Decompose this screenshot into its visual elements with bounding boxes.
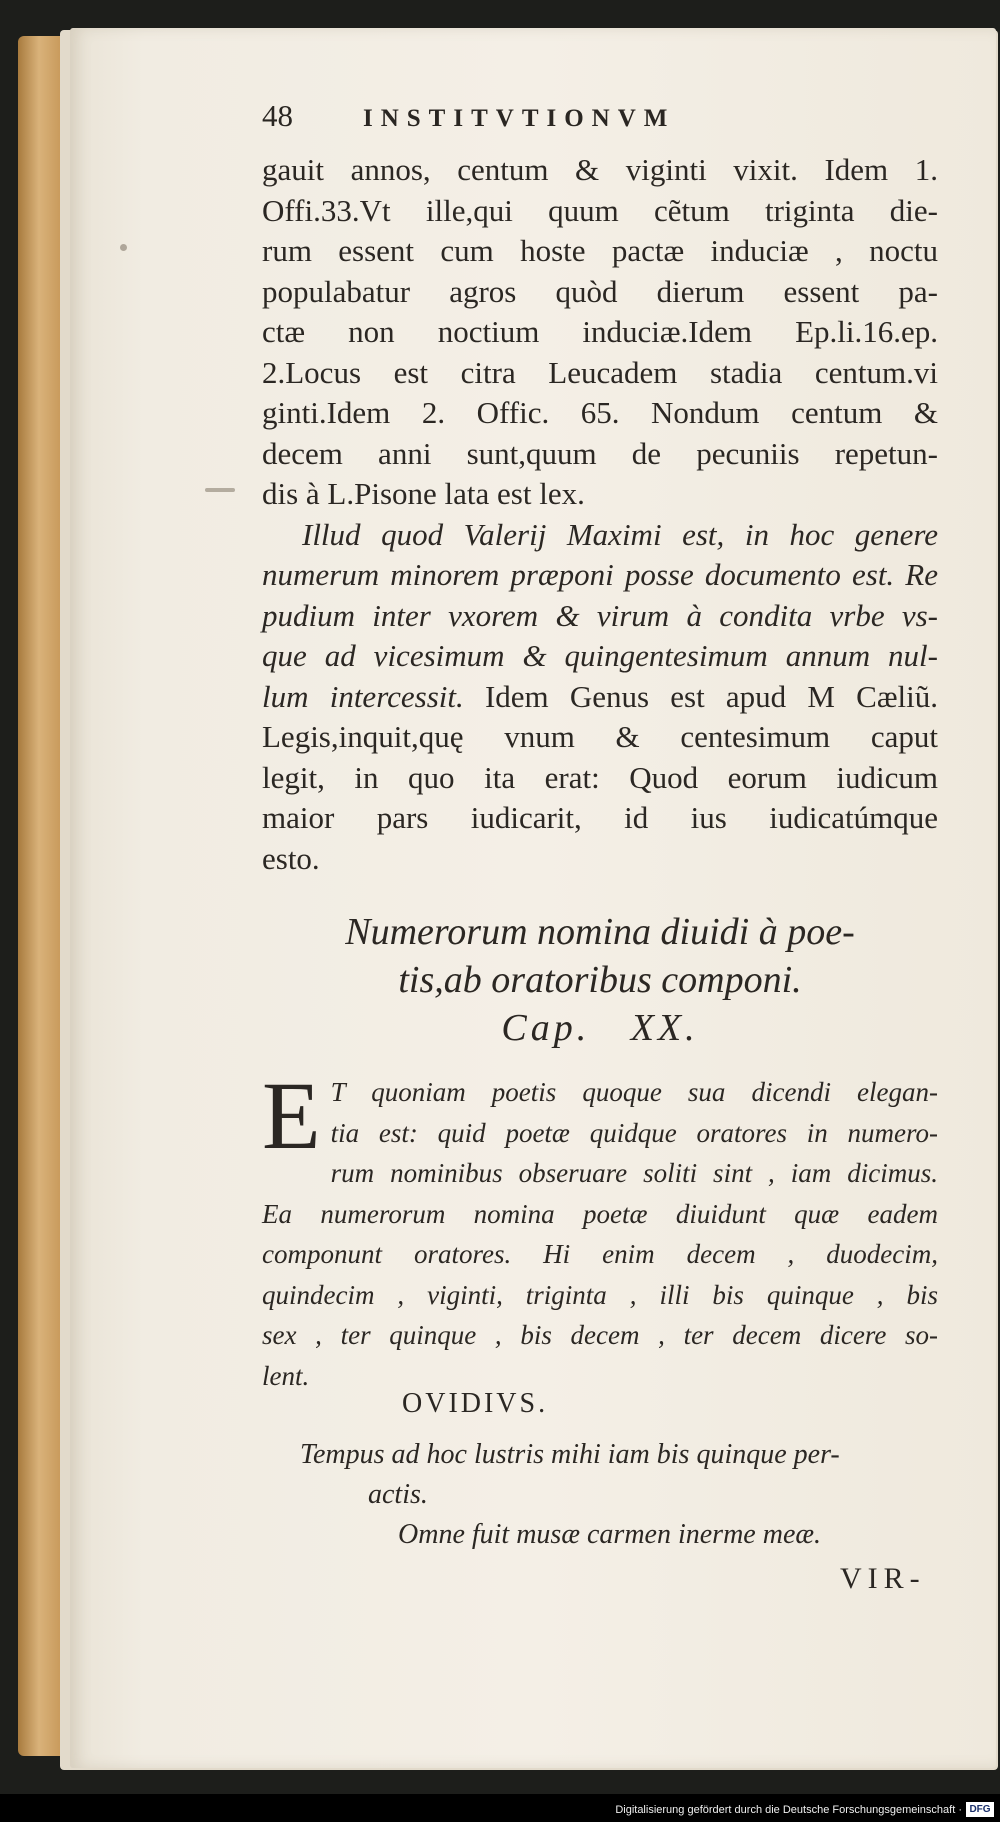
text-line: tia est: quid poetæ quidque oratores in numero-	[330, 1117, 938, 1148]
chapter-title-line: tis,ab oratoribus componi.	[398, 959, 802, 1001]
text-line: T quoniam poetis quoque sua dicendi elegan-	[330, 1077, 938, 1107]
text-line: maior pars iudicarit, id ius iudicatúmque	[262, 800, 938, 835]
running-head: INSTITVTIONVM	[363, 105, 676, 132]
text-line: legit, in quo ita erat: Quod eorum iudicum	[262, 759, 938, 795]
text-line: ctæ non noctium induciæ.Idem Ep.li.16.ep.	[262, 314, 938, 349]
text-line: populabatur agros quòd dierum essent pa-	[262, 273, 938, 309]
text-line: decem anni sunt,quum de pecuniis repetun-	[262, 435, 938, 471]
text-line: 2.Locus est citra Leucadem stadia centum.vi	[262, 354, 938, 390]
margin-mark	[120, 244, 127, 251]
main-text	[262, 150, 938, 879]
verse-line: actis.	[368, 1479, 428, 1510]
verse-line: Tempus ad hoc lustris mihi iam bis quinque per-	[300, 1439, 840, 1470]
text-line: esto.	[262, 840, 320, 876]
text-line: quindecim , viginti, triginta , illi bis quinque , bis	[262, 1279, 938, 1310]
margin-mark	[205, 488, 235, 492]
text-fragment: Idem Genus est apud M Cæliũ.	[463, 678, 938, 714]
verse-quote	[300, 1435, 940, 1555]
chapter-label: Cap.	[501, 1007, 591, 1049]
text-line: Offi.33.Vt ille,qui quum cẽtum triginta die-	[262, 192, 938, 228]
chapter-title-line: Numerorum nomina diuidi à poe-	[345, 911, 855, 953]
text-line: ginti.Idem 2. Offic. 65. Nondum centum &	[262, 395, 938, 430]
funding-credit: Digitalisierung gefördert durch die Deutsche Forschungsgemeinschaft ·	[615, 1804, 962, 1816]
chapter-number	[262, 1004, 938, 1052]
text-line: rum nominibus obseruare soliti sint , iam dicimus.	[330, 1158, 938, 1188]
text-line: Legis,inquit,quę vnum & centesimum caput	[262, 719, 938, 754]
text-line: rum essent cum hoste pactæ induciæ , noctu	[262, 233, 938, 268]
text-line: Illud quod Valerij Maximi est, in hoc genere	[302, 516, 938, 552]
text-line: numerum minorem præponi posse documento est. Re	[262, 557, 938, 592]
chapter-body	[262, 1062, 938, 1396]
footer-bar	[0, 1794, 1000, 1822]
text-line: que ad vicesimum & quingentesimum annum nul-	[262, 638, 938, 673]
chapter-roman-number: XX.	[630, 1007, 699, 1049]
catchword: VIR-	[840, 1562, 926, 1595]
text-line	[262, 677, 938, 718]
text-fragment-italic: lum intercessit.	[262, 678, 464, 714]
drop-cap: E	[262, 1062, 321, 1169]
text-line: lent.	[262, 1360, 310, 1391]
text-line: dis à L.Pisone lata est lex.	[262, 476, 585, 511]
page-header	[262, 98, 822, 138]
dfg-logo[interactable]: DFG	[966, 1802, 994, 1817]
text-line: sex , ter quinque , bis decem , ter decem dicere so-	[262, 1320, 938, 1350]
text-line: componunt oratores. Hi enim decem , duodecim,	[262, 1239, 938, 1269]
page-number: 48	[262, 98, 293, 133]
text-line: pudium inter vxorem & virum à condita vrbe vs-	[262, 597, 938, 633]
text-line: gauit annos, centum & viginti vixit. Idem 1.	[262, 152, 938, 187]
verse-line: Omne fuit musæ carmen inerme meæ.	[398, 1519, 822, 1550]
chapter-heading	[262, 908, 938, 1052]
quote-author: OVIDIVS.	[402, 1388, 549, 1419]
text-line: Ea numerorum nomina poetæ diuidunt quæ eadem	[262, 1198, 938, 1229]
